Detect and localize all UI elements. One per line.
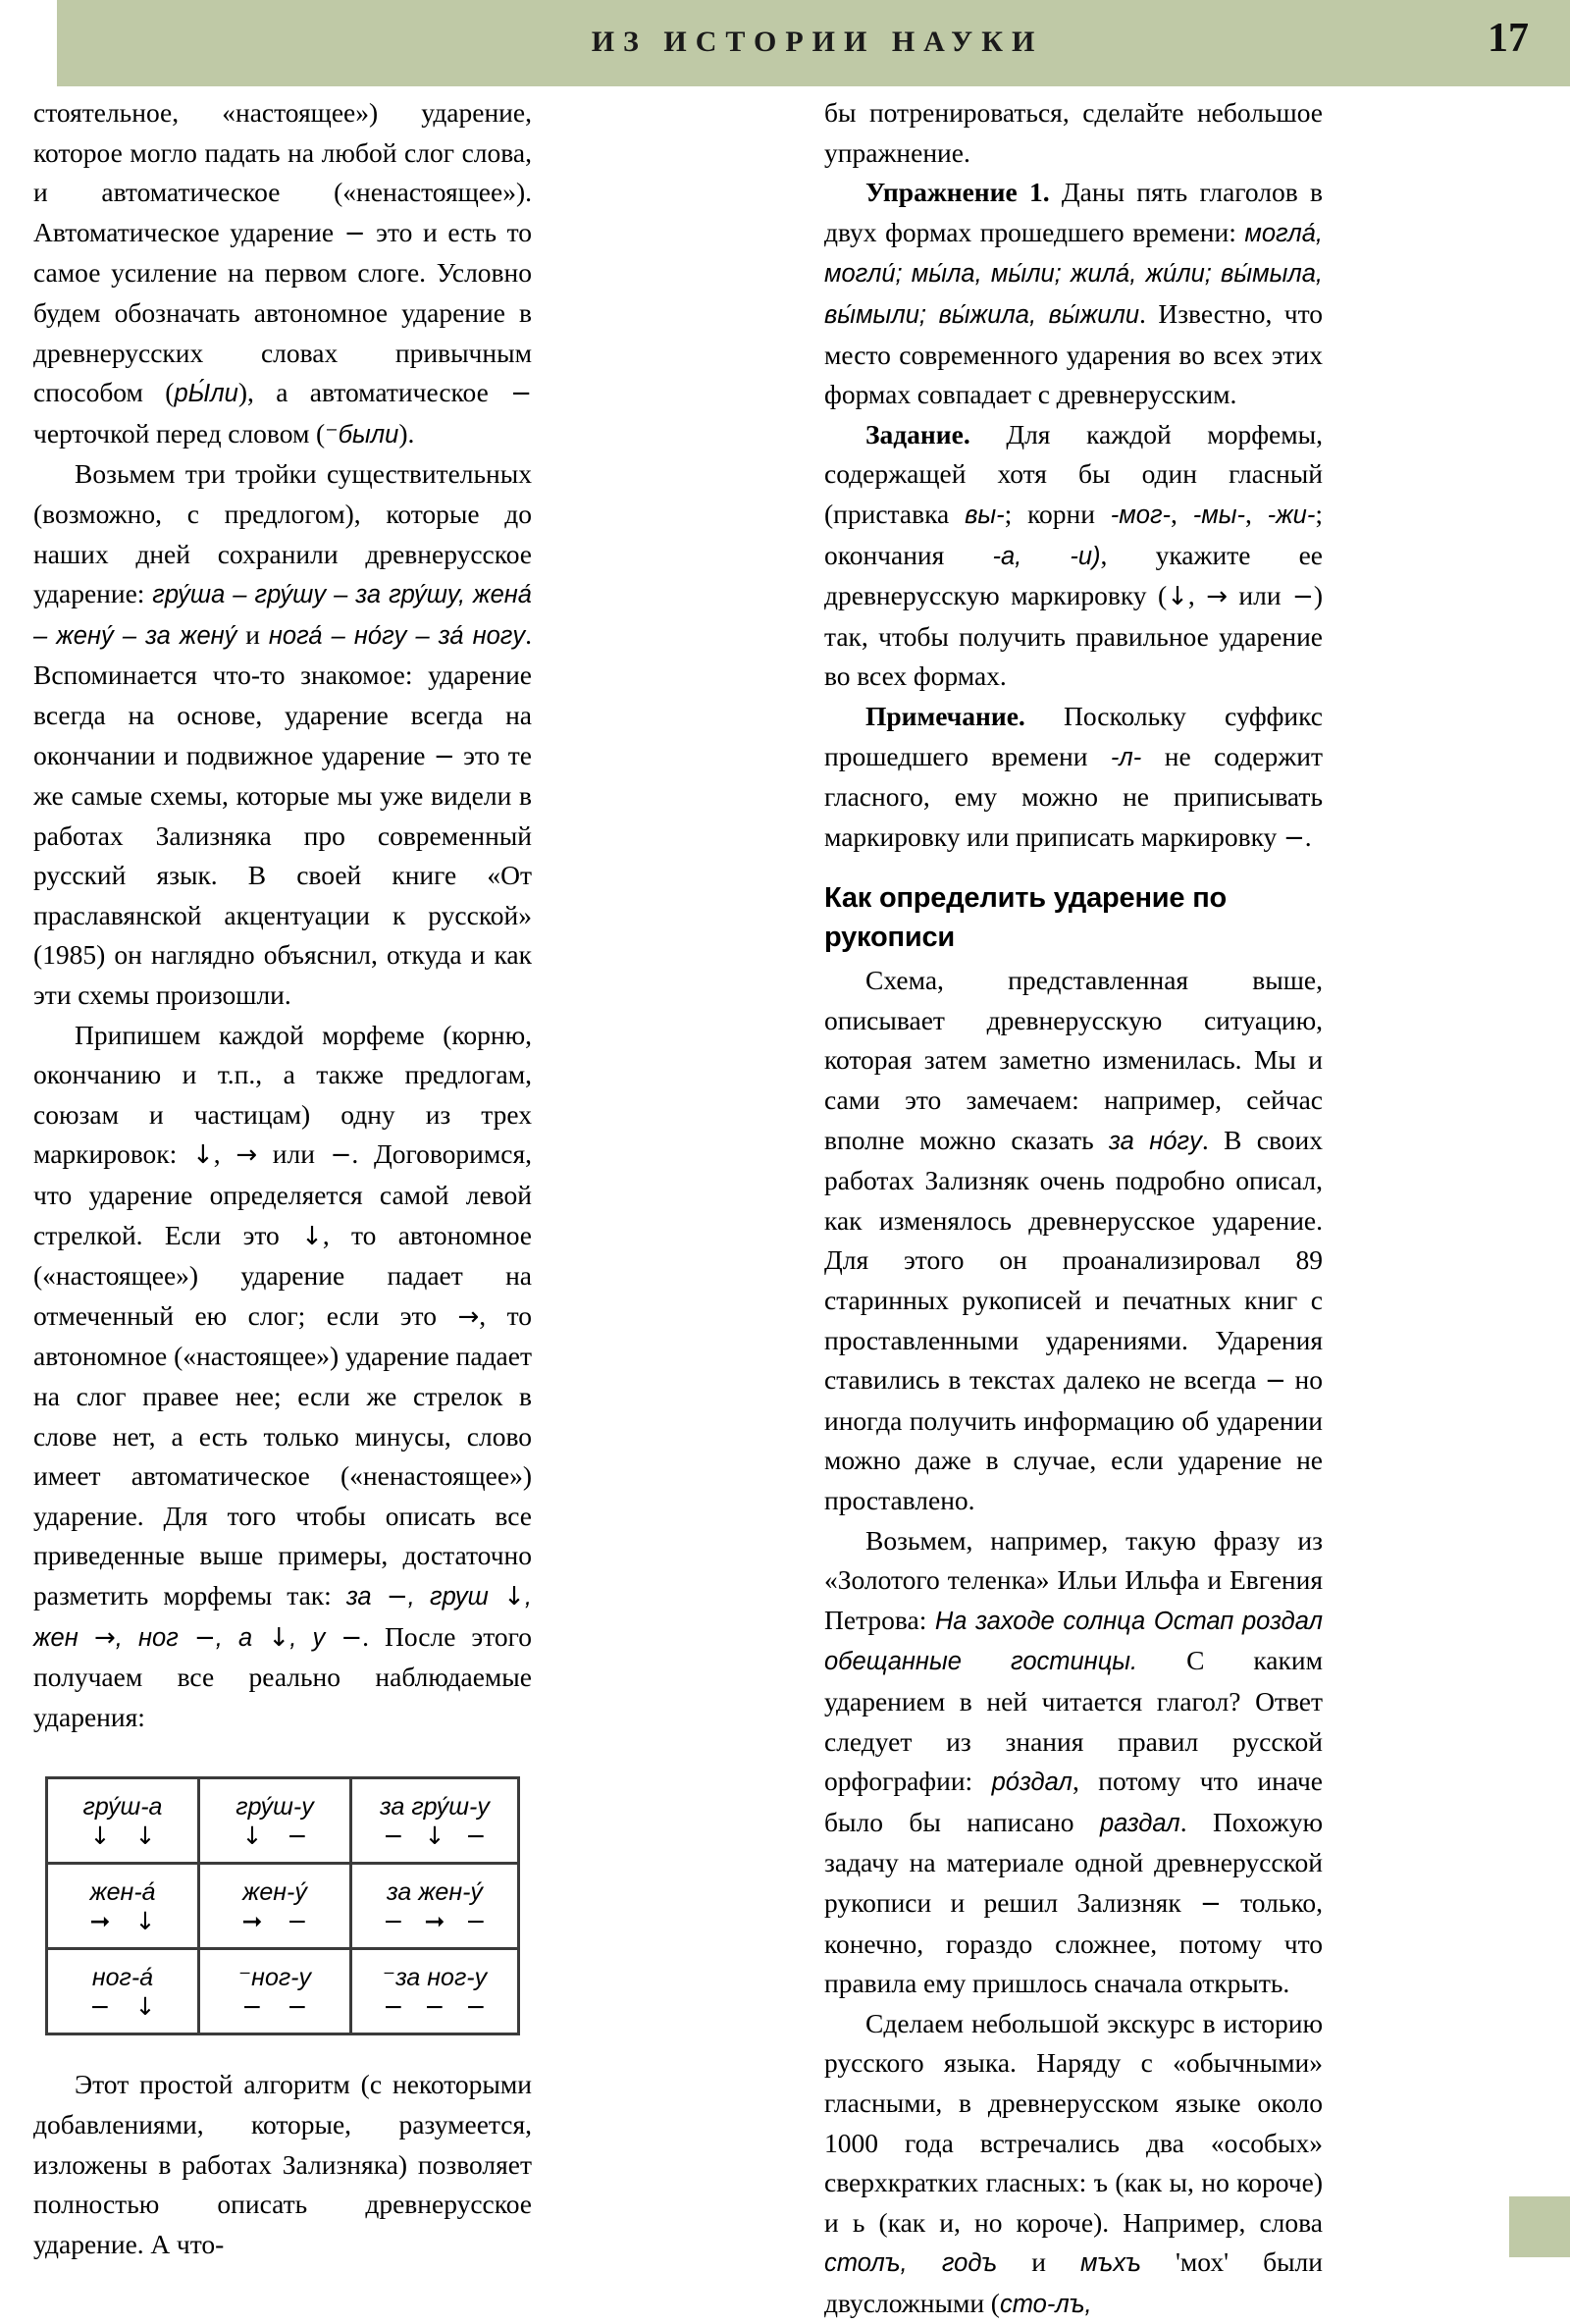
article-body (0, 86, 1570, 2318)
table-row (47, 1949, 519, 2034)
paragraph-continuation: стоятельное, «настоящее») ударение, которое могло падать на любой слог слова, и автоматическое («ненастоящее»). Автоматическое ударение − это и есть то самое усиление на первом слоге. Условно будем обозначать автономное ударение в древнерусских словах привычным способом (рЫ́ли), а автоматическое − черточкой перед словом (⁻были). (33, 97, 533, 449)
accent-mark: − (465, 1821, 487, 1850)
paragraph-scheme: Схема, представленная выше, описывает древнерусскую ситуацию, которая затем заметно изменилась. Мы и сами это замечаем: например, сейчас вполне можно сказать за но́гу. В своих работах Зализняк очень подробно описал, как изменялось древнерусское ударение. Для этого он проанализировал 89 старинных рукописей и печатных книг с проставленными ударениями. Ударения ставились в текстах далеко не всегда − но иногда получить информацию об ударении можно даже в случае, если ударение не проставлено. (824, 965, 1323, 1515)
task-label: Задание. (865, 418, 970, 449)
paragraph-intro-continuation: бы потренироваться, сделайте небольшое упражнение. (824, 97, 1323, 168)
accent-mark: ➞ (89, 1906, 111, 1935)
accent-mark: − (287, 1991, 308, 2021)
accent-mark: − (287, 1821, 308, 1850)
table-cell (47, 1778, 199, 1864)
note-label: Примечание. (865, 700, 1025, 731)
task-text: Для каждой морфемы, содержащей хотя бы один гласный (приставка вы-; корни -мог-, -мы-, -жи-; окончания -а, -и), укажите ее древнерусскую маркировку (↓, → или −) так, чтобы получить правильное ударение во всех формах. (824, 418, 1323, 692)
accent-mark: ↓ (134, 1991, 156, 2021)
paragraph-ostap: Возьмем, например, такую фразу из «Золотого теленка» Ильи Ильфа и Евгения Петрова: На заходе солнца Остап роздал обещанные гостинцы. С каким ударением в ней читается глагол? Ответ следует из знания правил русской орфографии: ро́здал, потому что иначе было бы написано раздал. Похожую задачу на материале одной древнерусской рукописи и решил Зализняк − только, конечно, гораздо сложнее, потому что правила ему пришлось сначала открыть. (824, 1524, 1324, 1999)
paragraph-task (824, 415, 1323, 697)
accent-cell-marks (48, 1993, 197, 2020)
table-cell (47, 1864, 199, 1949)
section-heading-manuscript: Как определить ударение по рукописи (824, 882, 1228, 954)
accent-table (45, 1776, 520, 2035)
table-row (47, 1864, 519, 1949)
paragraph-algorithm: Этот простой алгоритм (с некоторыми добавлениями, которые, разумеется, изложены в работах Зализняка) позволяет полностью описать древнерусское ударение. А что- (33, 2069, 532, 2259)
exercise-verb-forms: могла́, могли́; мы́ла, мы́ли; жила́, жи́ли; вы́мыла, вы́мыли; вы́жила, вы́жили (824, 219, 1323, 329)
accent-mark: ↓ (134, 1906, 156, 1935)
table-cell (199, 1949, 351, 2034)
accent-mark: − (241, 1991, 263, 2021)
table-cell (199, 1864, 351, 1949)
accent-cell-marks (200, 1993, 349, 2020)
accent-cell-word: гру́ш-а (82, 1792, 163, 1821)
accent-cell-marks (352, 1908, 517, 1934)
exercise-text-before: Даны пять глаголов в двух формах прошедшего времени: (824, 177, 1323, 247)
accent-table-container (33, 1776, 532, 2035)
accent-mark: − (383, 1821, 404, 1850)
table-row (47, 1778, 519, 1864)
accent-mark: ↓ (134, 1821, 156, 1850)
accent-cell-marks (48, 1822, 197, 1849)
accent-mark: − (465, 1991, 487, 2021)
page-number: 17 (1488, 16, 1529, 61)
accent-mark: ➞ (241, 1906, 263, 1935)
accent-cell-word: гру́ш-у (236, 1792, 314, 1821)
table-cell (351, 1864, 519, 1949)
table-cell (351, 1949, 519, 2034)
paragraph-excursion: Сделаем небольшой экскурс в историю русского языка. Наряду с «обычными» гласными, в древнерусском языке около 1000 года встречались два «особых» сверхкратких гласных: ъ (как ы, но короче) и ь (как и, но короче). Например, слова столъ, годъ и мъхъ 'мох' были двусложными (сто-лъ, (824, 2007, 1323, 2318)
accent-cell-word: за гру́ш-у (380, 1792, 490, 1821)
accent-cell-word: жен-у́ (242, 1877, 307, 1906)
paragraph-three-triples: Возьмем три тройки существительных (возможно, с предлогом), которые до наших дней сохранили древнерусское ударение: гру́ша – гру́шу – за гру́шу, жена́ – жену́ – за жену́ и нога́ – но́гу – за́ ногу. Вспоминается что-то знакомое: ударение всегда на основе, ударение всегда на окончании и подвижное ударение − это те же самые схемы, которые мы уже видели в работах Зализняка про современный русский язык. В своей книге «От праславянской акцентуации к русской» (1985) он наглядно объяснил, откуда и как эти схемы произошли. (33, 458, 532, 1011)
accent-mark: − (383, 1906, 404, 1935)
accent-mark: ↓ (424, 1821, 445, 1850)
table-cell (199, 1778, 351, 1864)
accent-mark: ↓ (89, 1821, 111, 1850)
accent-cell-marks (200, 1908, 349, 1934)
note-text: Поскольку суффикс прошедшего времени -л- не содержит гласного, ему можно не приписывать маркировку или приписать маркировку −. (824, 700, 1323, 853)
accent-cell-marks (200, 1822, 349, 1849)
accent-mark: − (424, 1991, 445, 2021)
accent-mark: − (287, 1906, 308, 1935)
exercise-text-after: . Известно, что место современного ударения во всех этих формах совпадает с древнерусским. (824, 297, 1323, 410)
accent-cell-word: ⁻за ног-у (382, 1963, 488, 1991)
footer-color-swatch (1509, 2196, 1570, 2257)
accent-cell-word: жен-а́ (89, 1877, 156, 1906)
accent-mark: ➞ (424, 1906, 445, 1935)
accent-mark: − (383, 1991, 404, 2021)
table-cell (351, 1778, 519, 1864)
paragraph-exercise (824, 173, 1323, 415)
table-cell (47, 1949, 199, 2034)
accent-cell-marks (352, 1822, 517, 1849)
page-title: ИЗ ИСТОРИИ НАУКИ (591, 26, 1044, 58)
paragraph-note (824, 697, 1323, 858)
exercise-label: Упражнение 1. (865, 177, 1050, 208)
accent-cell-marks (352, 1993, 517, 2020)
accent-cell-word: ⁻ног-у (237, 1963, 311, 1991)
accent-mark: − (465, 1906, 487, 1935)
right-column (824, 86, 1323, 2324)
left-column (33, 86, 532, 2264)
accent-mark: − (89, 1991, 111, 2021)
accent-cell-word: ног-а́ (91, 1963, 154, 1991)
accent-cell-marks (48, 1908, 197, 1934)
accent-mark: ↓ (241, 1821, 263, 1850)
accent-cell-word: за жен-у́ (387, 1877, 483, 1906)
paragraph-markings: Припишем каждой морфеме (корню, окончанию и т.п., а также предлогам, союзам и частицам) одну из трех маркировок: ↓, → или −. Договоримся, что ударение определяется самой левой стрелкой. Если это ↓, то автономное («настоящее») ударение падает на отмеченный ею слог; если это →, то автономное («настоящее») ударение падает на слог правее нее; если же стрелок в слове нет, а есть только минусы, слово имеет автоматическое («ненастоящее») ударение. Для того чтобы описать все приведенные выше примеры, достаточно разметить морфемы так: за −, груш ↓, жен →, ног −, а ↓, у −. После этого получаем все реально наблюдаемые ударения: (33, 1019, 532, 1732)
page-header-band (57, 0, 1570, 86)
